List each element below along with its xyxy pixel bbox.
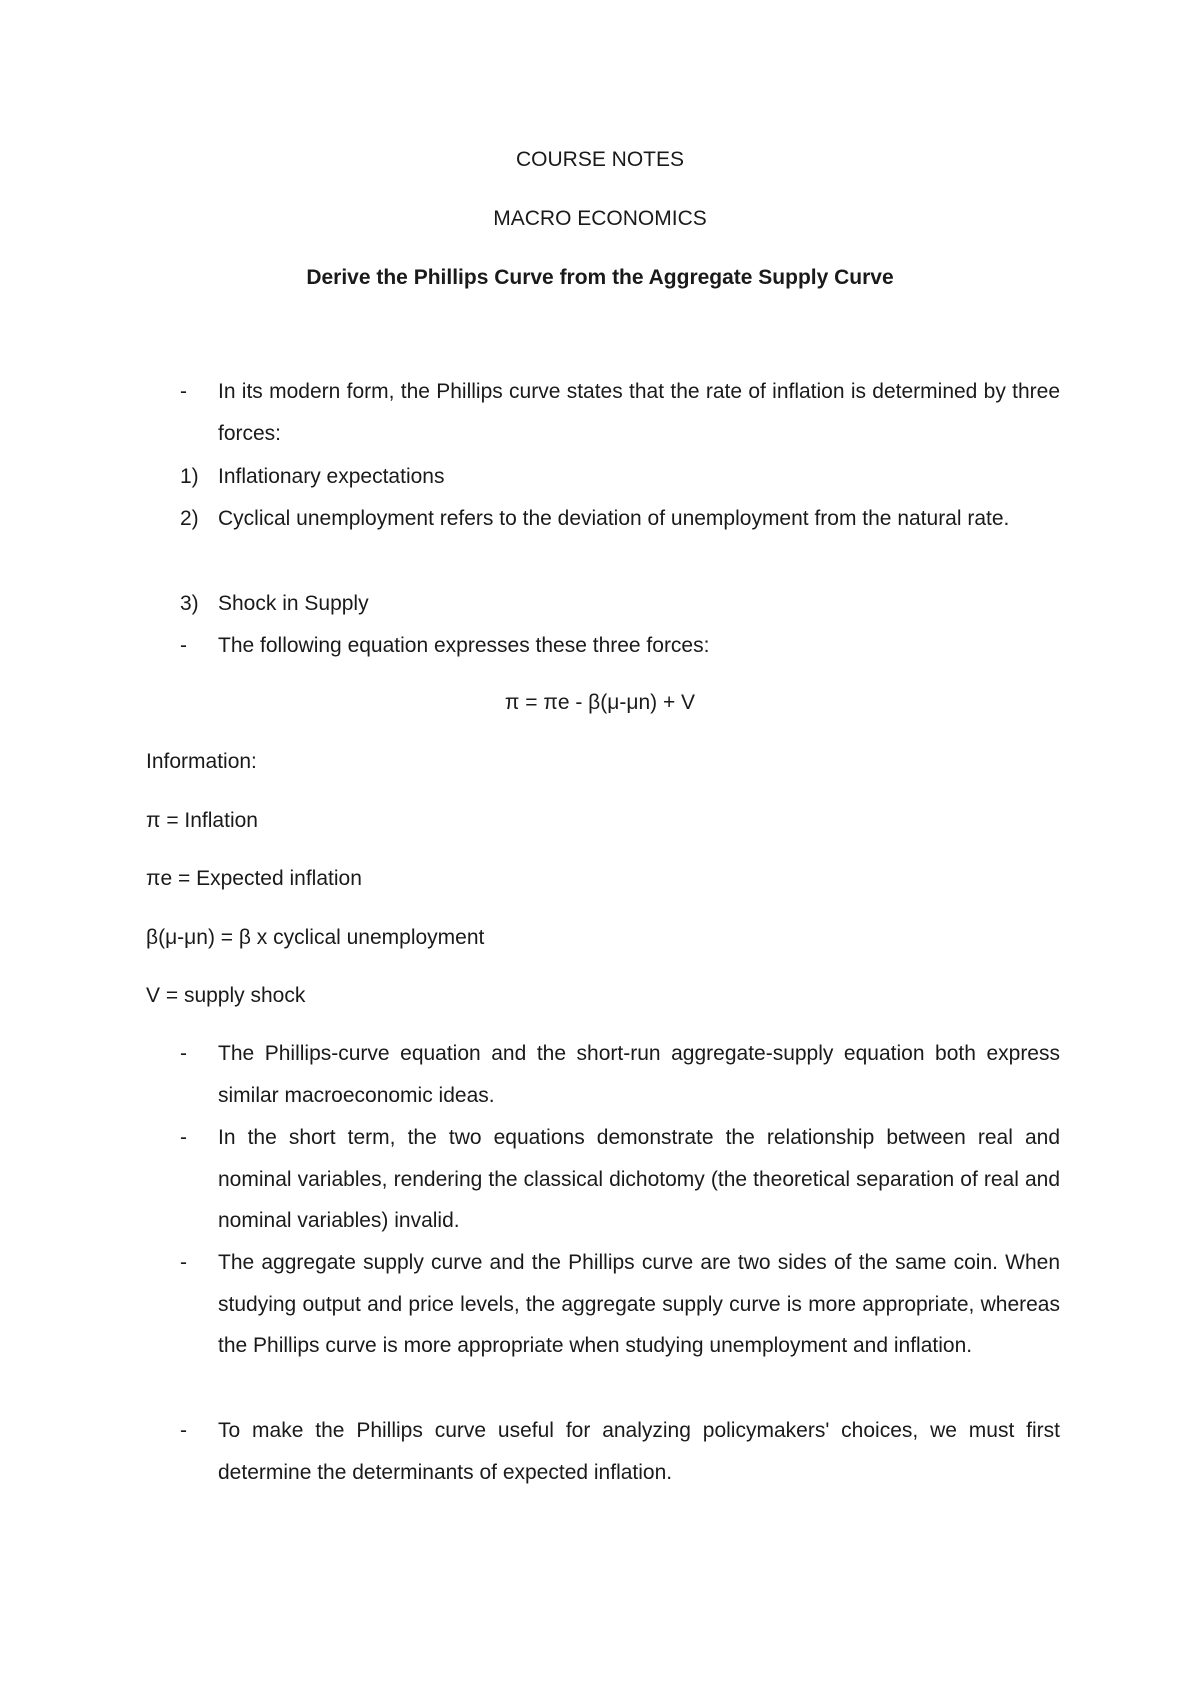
list-item-text: The Phillips-curve equation and the short-run aggregate-supply equation both express similar macroeconomic ideas.: [218, 1042, 1060, 1107]
definition-item: V = supply shock: [146, 984, 306, 1007]
subject-heading: MACRO ECONOMICS: [493, 207, 707, 230]
list-item-text: The following equation expresses these three forces:: [218, 634, 710, 657]
list-marker: 1): [180, 465, 199, 488]
list-marker: 3): [180, 592, 199, 615]
list-item-text: In the short term, the two equations demonstrate the relationship between real and nominal variables, rendering the classical dichotomy (the theoretical separation of real and nominal variables) invalid.: [218, 1126, 1060, 1232]
list-item-text: In its modern form, the Phillips curve states that the rate of inflation is determined by three forces:: [218, 380, 1060, 445]
definition-item: πe = Expected inflation: [146, 867, 362, 890]
list-marker: -: [180, 634, 187, 657]
course-notes-heading: COURSE NOTES: [515, 148, 685, 171]
list-item-text: Inflationary expectations: [218, 465, 445, 488]
list-marker: -: [180, 1126, 187, 1149]
list-marker: 2): [180, 507, 199, 530]
list-item-text: To make the Phillips curve useful for analyzing policymakers' choices, we must first determine the determinants of expected inflation.: [218, 1419, 1060, 1484]
information-heading: Information:: [146, 750, 257, 773]
list-marker: -: [180, 380, 187, 403]
definition-item: β(μ-μn) = β x cyclical unemployment: [146, 926, 485, 949]
list-item-text: The aggregate supply curve and the Phillips curve are two sides of the same coin. When studying output and price levels, the aggregate supply curve is more appropriate, whereas the Phillips curve is more appropriate when studying unemployment and inflation.: [218, 1251, 1060, 1357]
list-item-text: Cyclical unemployment refers to the deviation of unemployment from the natural rate.: [218, 507, 1010, 530]
document-title: Derive the Phillips Curve from the Aggregate Supply Curve: [306, 266, 894, 289]
list-marker: -: [180, 1042, 187, 1065]
list-marker: -: [180, 1251, 187, 1274]
definition-item: π = Inflation: [146, 809, 258, 832]
list-item-text: Shock in Supply: [218, 592, 369, 615]
phillips-equation: π = πe - β(μ-μn) + V: [504, 691, 696, 714]
list-marker: -: [180, 1419, 187, 1442]
